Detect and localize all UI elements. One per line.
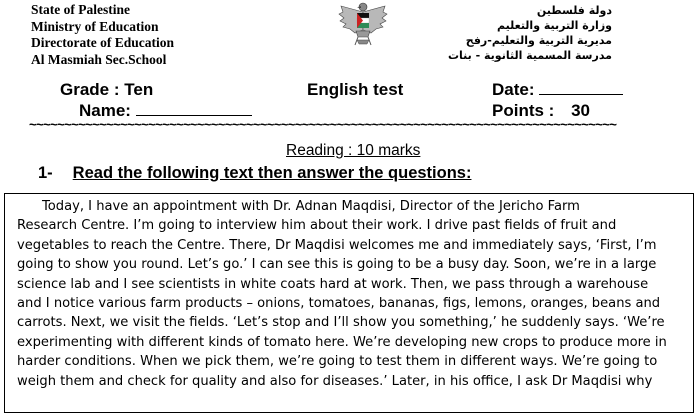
palestine-eagle-emblem-icon (337, 0, 389, 50)
test-title: English test (307, 80, 404, 99)
passage-box (4, 193, 694, 413)
header-school: Al Masmiah Sec.School (31, 51, 167, 67)
passage-line: Today, I have an appointment with Dr. Adnan Maqdisi, Director of the Jericho Farm (17, 199, 580, 214)
passage-line: vegetables to reach the Centre. There, Dr Maqdisi welcomes me and immediately says, ‘First, I’m (17, 237, 657, 253)
passage-line: Research Centre. I’m going to interview him about their work. I drive past fields of fruit and (17, 218, 617, 234)
points-value: 30 (571, 101, 590, 120)
header-right-block (448, 3, 612, 63)
grade-label: Grade : Ten (60, 80, 154, 99)
date-blank[interactable] (539, 80, 623, 95)
question-text: Read the following text then answer the questions: (72, 164, 472, 182)
header-directorate: Directorate of Education (31, 35, 174, 50)
passage-line: harder conditions. When we pick them, we’re going to test them in different ways. We’re going to (17, 354, 658, 370)
header-ministry-arabic: وزارة التربية والتعليم (497, 19, 612, 32)
tilde-divider: ~~~~~~~~~~~~~~~~~~~~~~~~~~~~~~~~~~~~~~~~~~~~~~~~~~~~~~~~~~~~~~~~~~~~~~~~~~~~~~~~~~~~ (29, 118, 617, 132)
date-label: Date: (492, 80, 535, 99)
header-state: State of Palestine (31, 2, 130, 17)
header-state-arabic: دولة فلسطين (536, 4, 612, 17)
points-label: Points : (492, 101, 555, 120)
header-ministry: Ministry of Education (31, 18, 159, 34)
date-field (492, 80, 623, 100)
name-label: Name: (79, 101, 131, 120)
section-title: Reading : 10 marks (286, 142, 421, 159)
passage-line: experimenting with different kinds of tomato here. We’re developing new crops to produce more in (17, 334, 667, 350)
question-number: 1- (38, 164, 53, 182)
reading-passage (17, 197, 687, 391)
passage-line: carrots. Next, we visit the fields. ‘Let’s stop and I’ll show you something,’ he suddenly says. ‘We’re (17, 315, 665, 331)
passage-line: going to show you round. Let’s go.’ I can see this is going to be a busy day. Soon, we’re in a large (17, 257, 657, 273)
passage-line: science lab and I see scientists in white coats hard at work. Then, we pass through a warehouse (17, 276, 649, 292)
header-directorate-arabic: مديرية التربية والتعليم-رفح (465, 34, 612, 47)
name-blank[interactable] (136, 101, 252, 116)
passage-line: weigh them and check for quality and also for diseases.’ Later, in his office, I ask Dr Maqdisi why (17, 373, 653, 389)
header-school-arabic: مدرسة المسمية الثانوية - بنات (447, 49, 612, 62)
question-heading (38, 164, 471, 183)
header-left-block (31, 2, 174, 68)
passage-line: and I notice various farm products – onions, tomatoes, bananas, figs, lemons, oranges, beans and (17, 296, 661, 312)
